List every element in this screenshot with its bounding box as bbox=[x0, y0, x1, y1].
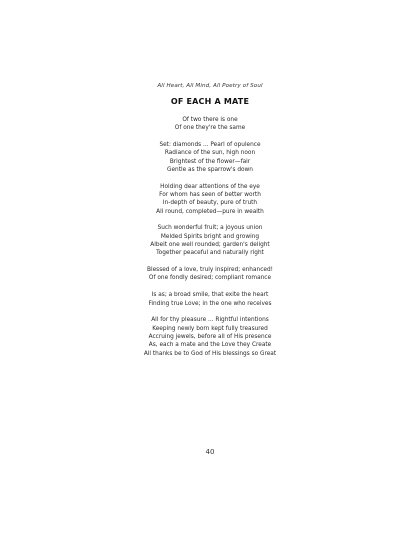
poem-line: Is as; a broad smile, that exite the heart bbox=[151, 292, 269, 299]
poem-line: Of one they're the same bbox=[174, 125, 246, 132]
poem-line: Of one fondly desired; compliant romance bbox=[148, 275, 272, 282]
stanza-7 bbox=[0, 316, 420, 357]
poem-line: All round, completed—pure in wealth bbox=[156, 208, 264, 215]
poem-line: All thanks be to God of His blessings so Great bbox=[143, 350, 277, 357]
poem-line: Radiance of the sun, high noon bbox=[164, 150, 256, 157]
poem-line: Set: diamonds ... Pearl of opulence bbox=[159, 142, 261, 149]
poem-line: Such wonderful fruit; a joyous union bbox=[157, 225, 263, 232]
poem-line: Melded Spirits bright and growing bbox=[160, 233, 260, 240]
poem-line: All for thy pleasure ... Rightful intentions bbox=[151, 317, 269, 324]
poem-line: Of two there is one bbox=[182, 117, 238, 123]
poem-line: Finding true Love; in the one who receives bbox=[148, 300, 272, 307]
poem-line: Accruing jewels, before all of His presence bbox=[148, 333, 272, 340]
poem-line: Gentle as the sparrow's down bbox=[167, 166, 253, 173]
poem-line: Brightest of the flower—fair bbox=[169, 158, 251, 165]
stanza-2 bbox=[0, 141, 420, 174]
poem-line: As, each a mate and the Love they Create bbox=[148, 342, 272, 349]
poem-line: Together peaceful and naturally right bbox=[156, 250, 264, 257]
poem-line: Blessed of a love, truly inspired; enhanced! bbox=[147, 267, 273, 274]
running-head: All Heart, All Mind, All Poetry of Soul bbox=[157, 83, 263, 89]
poem-line: In-depth of beauty, pure of truth bbox=[162, 200, 258, 207]
stanza-5 bbox=[0, 266, 420, 283]
stanza-4 bbox=[0, 224, 420, 257]
stanza-1 bbox=[0, 116, 420, 133]
poem-title: OF EACH A MATE bbox=[170, 97, 250, 106]
poem-line: Albeit one well rounded; garden's delight bbox=[150, 242, 270, 249]
poem-line: Keeping newly born kept fully treasured bbox=[152, 325, 268, 332]
stanza-6 bbox=[0, 291, 420, 308]
stanza-3 bbox=[0, 183, 420, 216]
poem-body bbox=[0, 116, 420, 366]
page-number: 40 bbox=[205, 448, 215, 456]
poem-line: Holding dear attentions of the eye bbox=[160, 183, 260, 190]
poem-line: For whom has seen of better worth bbox=[159, 192, 261, 199]
